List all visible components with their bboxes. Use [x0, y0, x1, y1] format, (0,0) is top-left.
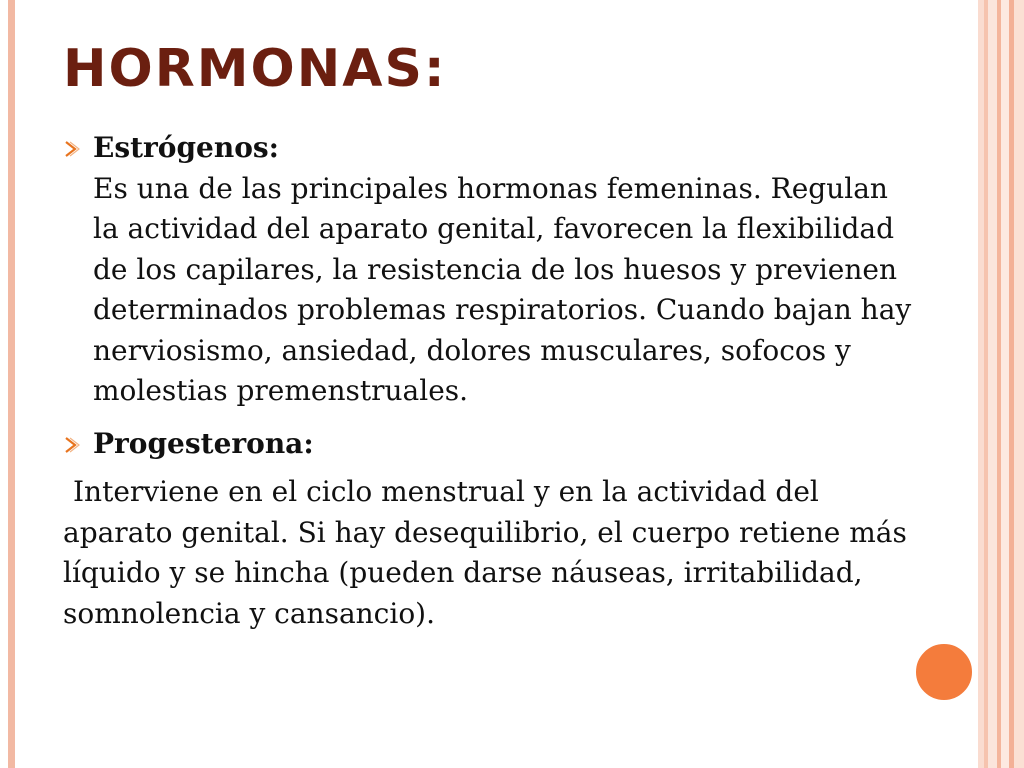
slide-title: HORMONAS: — [63, 39, 447, 99]
bullet-heading: Progesterona: — [93, 426, 314, 460]
bullet-body: Es una de las principales hormonas femeninas. Regulan la actividad del aparato genital, favorecen la flexibilidad de los capilares, la resistencia de los huesos y previenen determinados problemas respiratorios. Cuando bajan hay nerviosismo, ansiedad, dolores musculares, sofocos y molestias premenstruales. — [93, 171, 912, 407]
bullet-heading: Estrógenos: — [93, 131, 279, 164]
decorative-circle — [913, 641, 975, 703]
bullet-item-progesterona — [63, 424, 913, 465]
arrow-bullet-icon — [61, 435, 81, 455]
right-decorative-stripes — [978, 0, 1024, 768]
slide-content — [63, 128, 913, 634]
arrow-bullet-icon — [61, 139, 81, 159]
body-paragraph: Interviene en el ciclo menstrual y en la actividad del aparato genital. Si hay desequilibrio, el cuerpo retiene más líquido y se hincha (pueden darse náuseas, irritabilidad, somnolencia y cansancio). — [63, 475, 907, 630]
left-border-line — [8, 0, 15, 768]
bullet-item-estrogenos — [63, 128, 913, 412]
